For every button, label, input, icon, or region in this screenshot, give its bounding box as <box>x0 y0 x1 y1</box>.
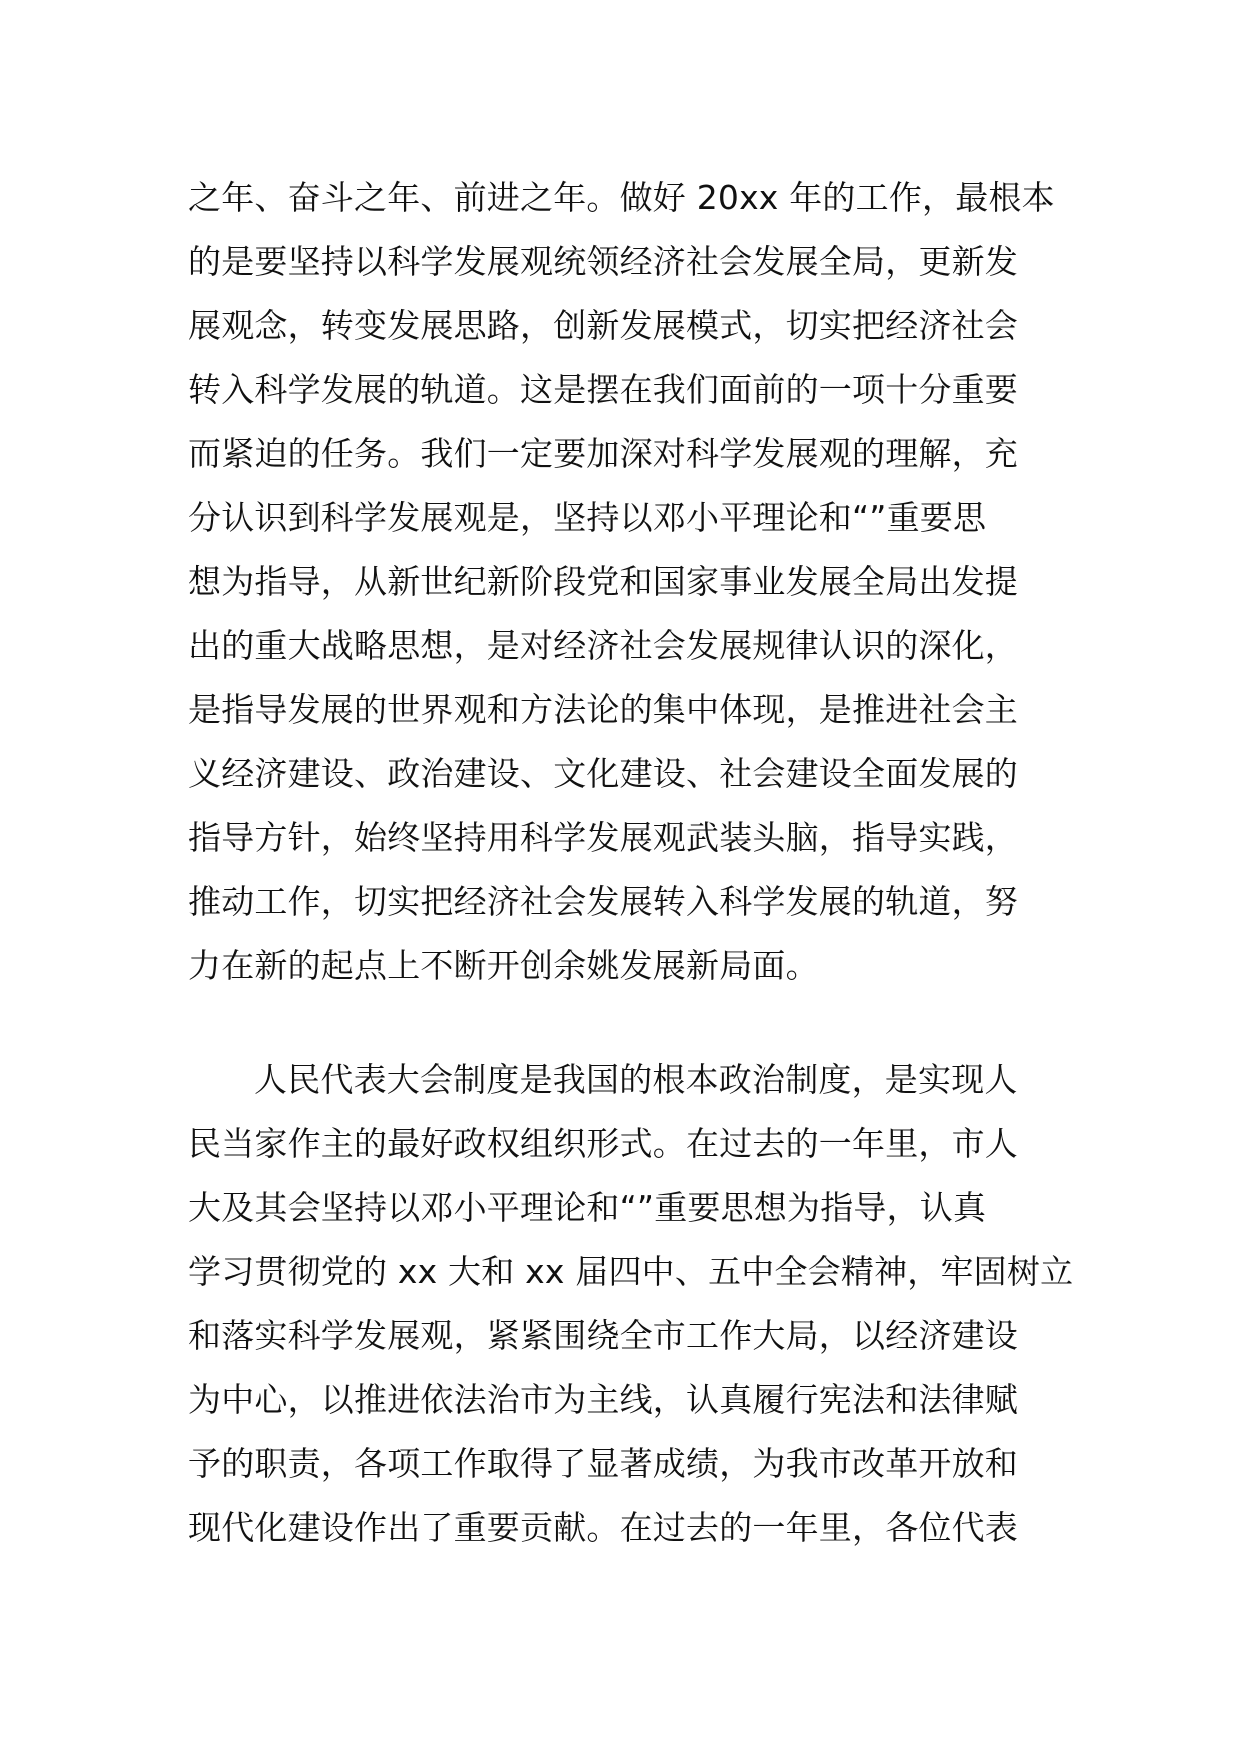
text-line: 的是要坚持以科学发展观统领经济社会发展全局，更新发 <box>188 242 1018 281</box>
text-line-indented: 人民代表大会制度是我国的根本政治制度，是实现人 <box>254 1060 1018 1099</box>
text-line: 而紧迫的任务。我们一定要加深对科学发展观的理解，充 <box>188 434 1018 473</box>
text-line: 学习贯彻党的 xx 大和 xx 届四中、五中全会精神，牢固树立 <box>188 1252 1074 1291</box>
text-line: 推动工作，切实把经济社会发展转入科学发展的轨道，努 <box>188 882 1018 921</box>
text-line: 大及其会坚持以邓小平理论和“”重要思想为指导，认真 <box>188 1188 987 1227</box>
text-line: 是指导发展的世界观和方法论的集中体现，是推进社会主 <box>188 690 1018 729</box>
paragraph-people-congress <box>188 1048 1074 1560</box>
text-line: 义经济建设、政治建设、文化建设、社会建设全面发展的 <box>188 754 1018 793</box>
text-line: 现代化建设作出了重要贡献。在过去的一年里，各位代表 <box>188 1508 1018 1547</box>
text-line: 力在新的起点上不断开创余姚发展新局面。 <box>188 946 819 985</box>
text-line: 为中心，以推进依法治市为主线，认真履行宪法和法律赋 <box>188 1380 1018 1419</box>
text-line: 出的重大战略思想，是对经济社会发展规律认识的深化， <box>188 626 1018 665</box>
text-line: 指导方针，始终坚持用科学发展观武装头脑，指导实践， <box>188 818 1018 857</box>
text-line: 展观念，转变发展思路，创新发展模式，切实把经济社会 <box>188 306 1018 345</box>
text-line: 和落实科学发展观，紧紧围绕全市工作大局，以经济建设 <box>188 1316 1018 1355</box>
text-line: 民当家作主的最好政权组织形式。在过去的一年里，市人 <box>188 1124 1018 1163</box>
text-line: 转入科学发展的轨道。这是摆在我们面前的一项十分重要 <box>188 370 1018 409</box>
paragraph-continued <box>188 166 1064 998</box>
text-line: 分认识到科学发展观是，坚持以邓小平理论和“”重要思 <box>188 498 987 537</box>
text-line: 予的职责，各项工作取得了显著成绩，为我市改革开放和 <box>188 1444 1018 1483</box>
text-line: 想为指导，从新世纪新阶段党和国家事业发展全局出发提 <box>188 562 1018 601</box>
text-line: 之年、奋斗之年、前进之年。做好 20xx 年的工作，最根本 <box>188 178 1055 217</box>
